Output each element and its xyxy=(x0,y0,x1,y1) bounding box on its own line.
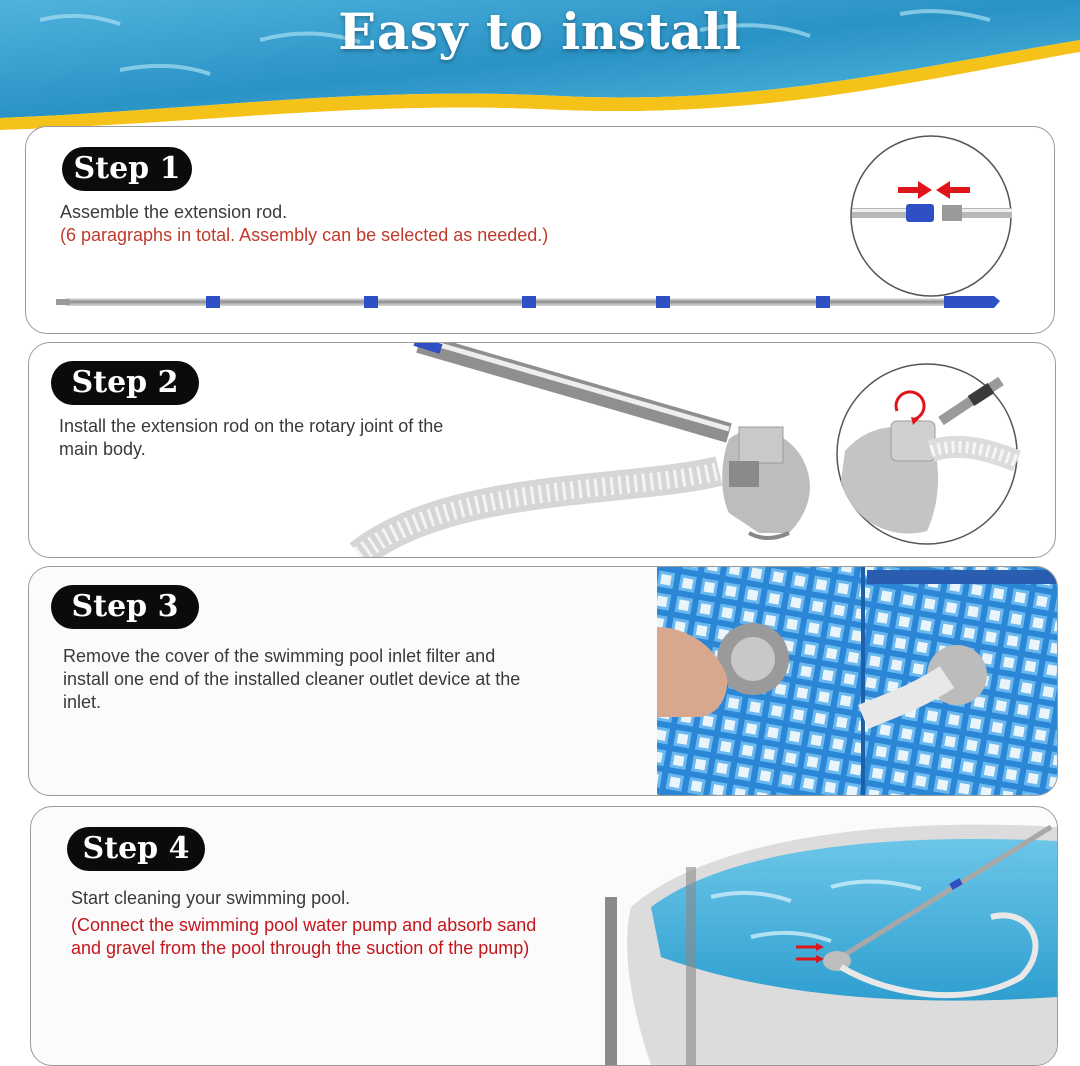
step-1-badge: Step 1 xyxy=(62,147,192,191)
pool-inlet-photo xyxy=(657,567,1057,795)
cleaner-head-illustration xyxy=(329,343,829,557)
step-2-text: Install the extension rod on the rotary joint of the main body. xyxy=(59,416,444,459)
swimming-pool-photo xyxy=(591,807,1057,1065)
step-1-text: Assemble the extension rod. xyxy=(60,202,288,222)
step-4-badge: Step 4 xyxy=(67,827,205,871)
step-3-text: Remove the cover of the swimming pool inlet filter and install one end of the installed cleaner outlet device at the inlet. xyxy=(63,646,521,712)
step-3-card xyxy=(28,566,1058,796)
step-2-card xyxy=(28,342,1056,558)
step-1-card xyxy=(25,126,1055,334)
rotary-joint-detail xyxy=(831,361,1023,547)
page-title: Easy to install xyxy=(338,2,742,61)
step-4-text: Start cleaning your swimming pool. xyxy=(71,888,351,908)
rod-connection-detail xyxy=(846,133,1016,299)
step-2-badge: Step 2 xyxy=(51,361,199,405)
step-3-badge: Step 3 xyxy=(51,585,199,629)
step-1-note: (6 paragraphs in total. Assembly can be selected as needed.) xyxy=(60,225,549,245)
step-4-card xyxy=(30,806,1058,1066)
step-4-note: (Connect the swimming pool water pump and absorb sand and gravel from the pool through the suction of the pump) xyxy=(71,915,537,958)
header-banner xyxy=(0,0,1080,130)
